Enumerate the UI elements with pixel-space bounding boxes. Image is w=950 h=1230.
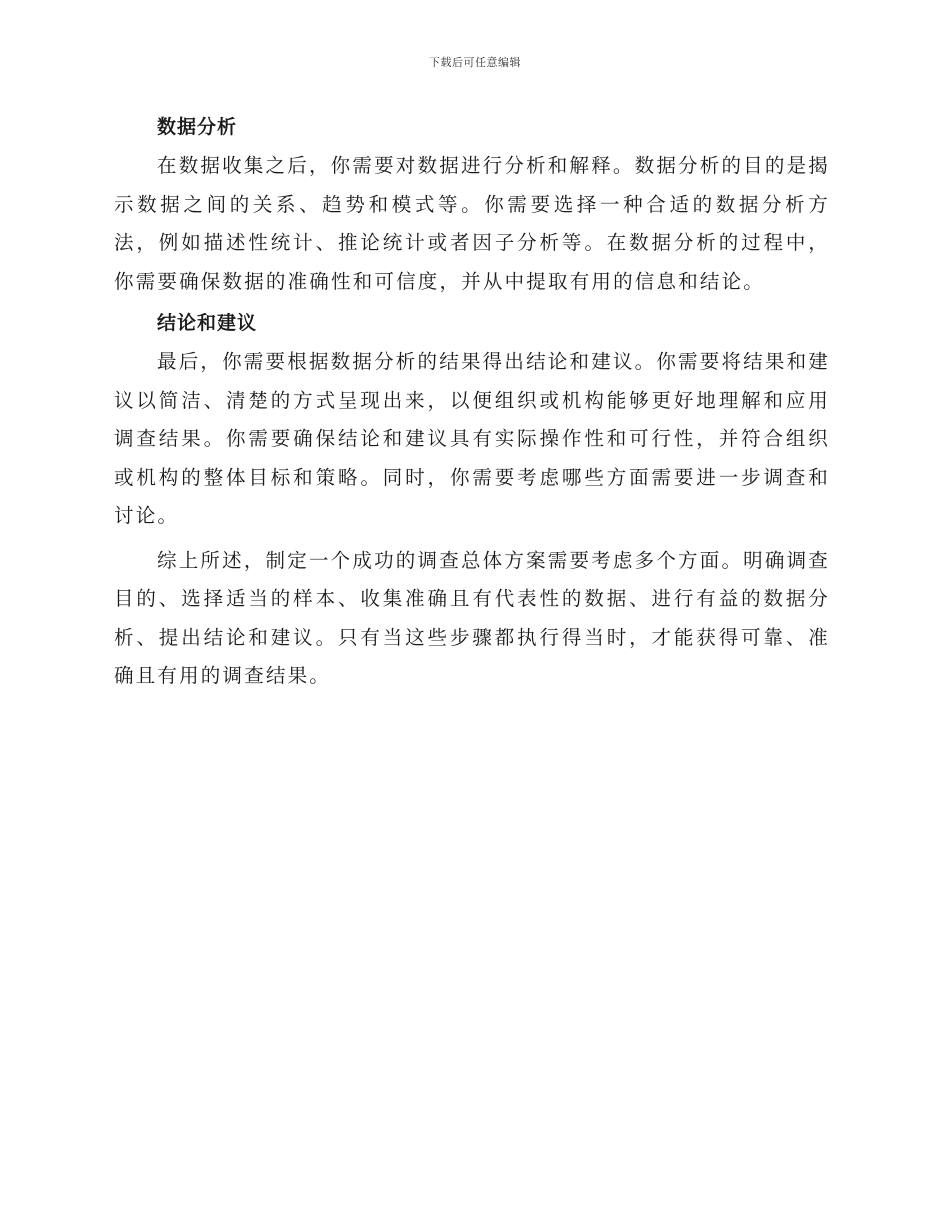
document-body [114,111,830,702]
section-heading-data-analysis: 数据分析 [157,116,238,138]
paragraph-conclusions: 最后，你需要根据数据分析的结果得出结论和建议。你需要将结果和建议以简洁、清楚的方式呈现出来，以便组织或机构能够更好地理解和应用调查结果。你需要确保结论和建议具有实际操作性和可行性，并符合组织或机构的整体目标和策略。同时，你需要考虑哪些方面需要进一步调查和讨论。 [114,350,830,527]
paragraph-summary: 综上所述，制定一个成功的调查总体方案需要考虑多个方面。明确调查目的、选择适当的样本、收集准确且有代表性的数据、进行有益的数据分析、提出结论和建议。只有当这些步骤都执行得当时，才能获得可靠、准确且有用的调查结果。 [114,548,830,687]
section-heading-conclusions: 结论和建议 [157,312,258,334]
page-header: 下载后可任意编辑 [429,56,521,69]
paragraph-data-analysis: 在数据收集之后，你需要对数据进行分析和解释。数据分析的目的是揭示数据之间的关系、趋势和模式等。你需要选择一种合适的数据分析方法，例如描述性统计、推论统计或者因子分析等。在数据分析的过程中，你需要确保数据的准确性和可信度，并从中提取有用的信息和结论。 [114,154,830,293]
